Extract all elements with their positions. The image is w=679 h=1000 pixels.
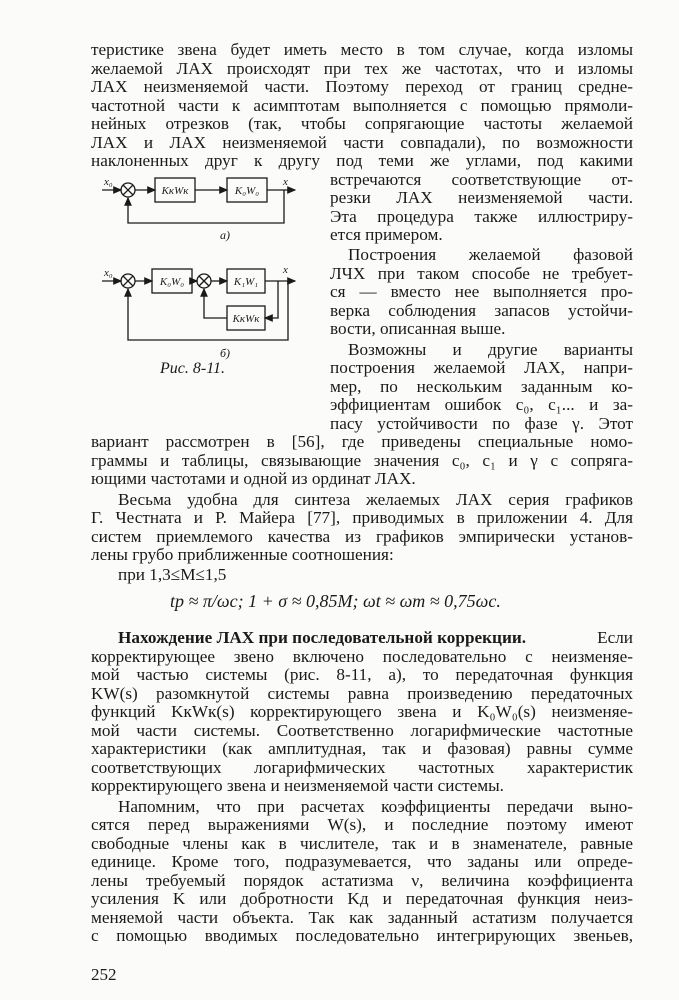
text-line: мер, по нескольким заданным ко- [330, 376, 633, 396]
text-line: лены грубо приближенные соотношения: [91, 545, 394, 565]
text-line: Напомним, что при расчетах коэффициенты передачи выно- [118, 796, 633, 816]
text-line: систем приемлемого качества из графиков эмпирически установ- [91, 526, 633, 546]
text-line: ется примером. [330, 225, 443, 244]
text-line: соответствующих логарифмических частотных характеристик [91, 757, 633, 777]
diagram-b-label: б) [220, 345, 231, 360]
diagram-a-label: а) [220, 227, 230, 242]
input-label-b: x₀ [104, 266, 113, 279]
text-line: KW(s) разомкнутой системы равна произведению передаточных [91, 683, 633, 703]
equation: tр ≈ π/ωc; 1 + σ ≈ 0,85M; ωt ≈ ωm ≈ 0,75ωc. [170, 591, 501, 612]
block-label: K₁W₁ [233, 275, 259, 288]
text-line: функций KкWк(s) корректирующего звена и K₀W₀(s) неизменяе- [91, 702, 633, 722]
inner-feedback-line-b [204, 289, 227, 318]
text-line: верка соблюдения запасов устойчи- [330, 300, 633, 320]
text-line: вости, описанная выше. [330, 319, 506, 339]
text-line: резки ЛАХ неизменяемой части. [330, 188, 633, 207]
text-line: граммы и таблицы, связывающие значения c₀, c₁ и γ с сопряга- [91, 450, 633, 470]
text-line: вариант рассмотрен в [56], где приведены специальные номо- [91, 432, 633, 452]
text-line: Возможны и другие варианты [348, 339, 633, 359]
block-label: K₀W₀ [234, 184, 260, 197]
text-line: характеристики (как амплитудная, так и фазовая) равны сумме [91, 739, 633, 759]
text-line: эффициентам ошибок c₀, c₁... и за- [330, 395, 633, 415]
text-line: Построения желаемой фазовой [348, 245, 633, 265]
figure-caption: Рис. 8-11. [160, 360, 226, 378]
block-label: KкWк [232, 312, 260, 325]
output-label-b: x [283, 263, 288, 276]
text-line: с помощью вводимых последовательно интегрирующих звеньев, [91, 926, 633, 946]
block-label: KкWк [161, 184, 189, 197]
text-line: ЛАХ неизменяемой части. Поэтому переход от границ средне- [91, 77, 633, 96]
block-label: K₀W₀ [159, 275, 185, 288]
feedback-line-a [128, 190, 284, 223]
text-line: Г. Честната и Р. Майера [77], приводимых в приложении 4. Для [91, 508, 633, 528]
text-line: ся — вместо нее выполняется про- [330, 282, 633, 302]
section-heading-line [118, 628, 633, 648]
condition-text: при 1,3≤M≤1,5 [118, 565, 227, 585]
text-line: мой частью системы (рис. 8-11, а), то передаточная функция [91, 665, 633, 685]
output-label-a: x [283, 175, 288, 188]
text-line: сятся перед выражениями W(s), и последние поэтому имеют [91, 815, 633, 835]
input-label-a: x₀ [104, 175, 113, 188]
text-line: ЛЧХ при таком способе не требует- [330, 263, 633, 283]
text-line: пасу устойчивости по фазе γ. Этот [330, 413, 633, 433]
text-line: Эта процедура также иллюстриру- [330, 206, 633, 226]
text-line: свободные члены как в числителе, так и в знаменателе, равные [91, 833, 633, 853]
section-heading: Нахождение ЛАХ при последовательной коррекции. [118, 628, 527, 648]
block-diagram-figure [100, 168, 320, 368]
text-line: нейных отрезков (так, чтобы сопрягающие частоты желаемой [91, 114, 633, 133]
text-line: построения желаемой ЛАХ, напри- [330, 358, 633, 378]
page-number: 252 [91, 965, 117, 984]
text-line: наклоненных друг к другу под теми же углами, под какими [91, 151, 633, 170]
heading-tail: Если [597, 628, 633, 648]
text-line: Весьма удобна для синтеза желаемых ЛАХ серия графиков [118, 489, 633, 509]
text-line: корректирующее звено включено последовательно с неизменяе- [91, 646, 633, 666]
text-line: желаемой ЛАХ происходят при тех же частотах, что и изломы [91, 58, 633, 78]
text-line: корректирующего звена и неизменяемой части системы. [91, 776, 504, 796]
text-line: лены требуемый порядок астатизма ν, величина коэффициента [91, 870, 633, 890]
text-line: встречаются соответствующие от- [330, 169, 633, 189]
text-line: мой части системы. Соответственно логарифмические частотные [91, 720, 633, 740]
text-line: ЛАХ и ЛАХ неизменяемой части совпадали), по возможности [91, 132, 633, 152]
text-line: теристике звена будет иметь место в том случае, когда изломы [91, 40, 633, 59]
text-line: частотной части к асимптотам выполняется с помощью прямоли- [91, 95, 633, 115]
text-line: меняемой части объекта. Так как заданный астатизм получается [91, 907, 633, 927]
text-line: ющими частотами и одной из ординат ЛАХ. [91, 469, 416, 489]
text-line: единице. Кроме того, подразумевается, что заданы или опреде- [91, 852, 633, 872]
text-line: усиления K или добротности Kд и передаточная функция неиз- [91, 889, 633, 909]
